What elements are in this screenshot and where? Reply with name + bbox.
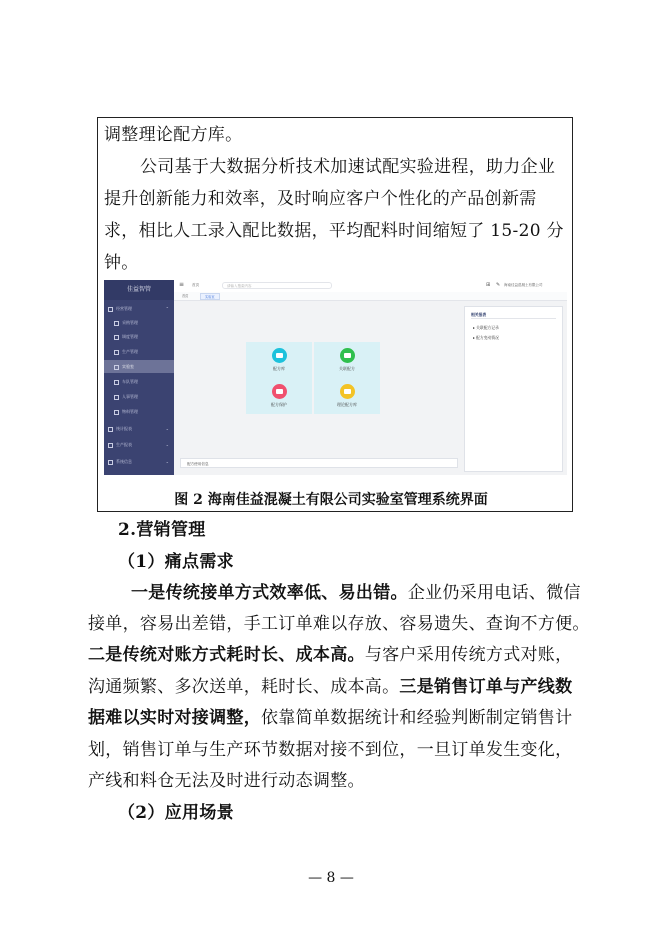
book-icon (340, 384, 355, 399)
sidebar-item-hr[interactable]: 人事管理 (104, 390, 174, 403)
sidebar-item-dispatch[interactable]: 调度管理 (104, 330, 174, 343)
figure-caption: 图 2 海南佳益混凝土有限公司实验室管理系统界面 (174, 492, 488, 508)
section-heading: 2.营销管理 (118, 520, 206, 540)
text-line: 沟通频繁、多次送单，耗时长、成本高。三是销售订单与产线数 (88, 677, 573, 697)
app-title: 佳益智管 (104, 280, 174, 300)
text-line: 求，相比人工录入配比数据，平均配料时间缩短了 15-20 分 (104, 221, 564, 241)
text-line: 公司基于大数据分析技术加速试配实验进程，助力企业 (140, 157, 556, 177)
report-link[interactable]: ▸ 关联配方记录 (473, 325, 499, 330)
doc-icon (114, 365, 119, 370)
sidebar-item-fleet[interactable]: 车队管理 (104, 375, 174, 388)
sidebar-item-lab[interactable]: 实验室 (104, 360, 174, 373)
doc-icon (114, 335, 119, 340)
text-line: 提升创新能力和效率，及时响应客户个性化的产品创新需 (104, 189, 537, 209)
chart-icon (108, 427, 113, 432)
sidebar-item-operations[interactable]: 经营管理 ⌃ (104, 302, 174, 315)
text-line: 二是传统对账方式耗时长、成本高。与客户采用传统方式对账， (88, 645, 573, 665)
tile-recipe-protection[interactable]: 配方保护 (246, 378, 312, 414)
tab-home[interactable]: 首页 (182, 294, 189, 298)
recipe-icon (272, 348, 287, 363)
menu-icon[interactable]: ≡ (179, 281, 185, 288)
doc-icon (114, 350, 119, 355)
search-input[interactable]: 请输入搜索内容 (222, 282, 332, 289)
text-line: 调整理论配方库。 (104, 125, 243, 145)
text-line: 钟。 (104, 253, 139, 273)
sidebar-item-materials[interactable]: 物料管理 (104, 405, 174, 418)
related-reports-panel (464, 306, 563, 472)
tile-theory-recipe[interactable]: 理论配方库 (314, 378, 380, 414)
pen-icon[interactable]: ✎ (496, 282, 501, 288)
page-number: — 8 — (308, 870, 354, 886)
grid-icon[interactable]: ⊞ (486, 282, 491, 288)
chart-icon (108, 443, 113, 448)
gear-icon (108, 460, 113, 465)
report-link[interactable]: ▸ 配方变动情况 (473, 335, 499, 340)
text-line: 一是传统接单方式效率低、易出错。企业仍采用电话、微信 (131, 583, 581, 603)
sidebar-item-prod-reports[interactable]: 生产报表 ⌄ (104, 438, 174, 451)
link-icon (340, 348, 355, 363)
shield-icon (272, 384, 287, 399)
sidebar (104, 280, 174, 475)
sidebar-item-production[interactable]: 生产管理 (104, 345, 174, 358)
text-line: 产线和料仓无法及时进行动态调整。 (88, 771, 365, 791)
tab-bar (174, 292, 567, 301)
truck-icon (114, 380, 119, 385)
system-screenshot (104, 280, 567, 475)
text-line: 据难以实时对接调整，依靠简单数据统计和经验判断制定销售计 (88, 708, 573, 728)
sub-heading: （2）应用场景 (118, 803, 234, 823)
recipe-info-bar[interactable]: 配方使用信息 (180, 458, 458, 468)
sidebar-item-system[interactable]: 系统信息 ⌄ (104, 455, 174, 468)
user-icon (114, 395, 119, 400)
doc-icon (114, 321, 119, 326)
home-label[interactable]: 首页 (192, 283, 199, 287)
doc-icon (114, 410, 119, 415)
panel-title: 相关报表 (471, 312, 487, 317)
tile-recipe-library[interactable]: 配方库 (246, 342, 312, 378)
company-name[interactable]: 海南佳益混凝土有限公司 (504, 283, 543, 287)
folder-icon (108, 307, 113, 312)
text-line: 划，销售订单与生产环节数据对接不到位，一旦订单发生变化， (88, 740, 573, 760)
sidebar-item-purchase[interactable]: 采购管理 (104, 316, 174, 329)
tile-linked-recipe[interactable]: 关联配方 (314, 342, 380, 378)
tab-lab[interactable]: 实验室 (200, 293, 220, 300)
text-line: 接单，容易出差错，手工订单难以存放、容易遗失、查询不方便。 (88, 614, 590, 634)
sub-heading: （1）痛点需求 (118, 552, 234, 572)
sidebar-item-stats[interactable]: 统计报表 ⌄ (104, 422, 174, 435)
